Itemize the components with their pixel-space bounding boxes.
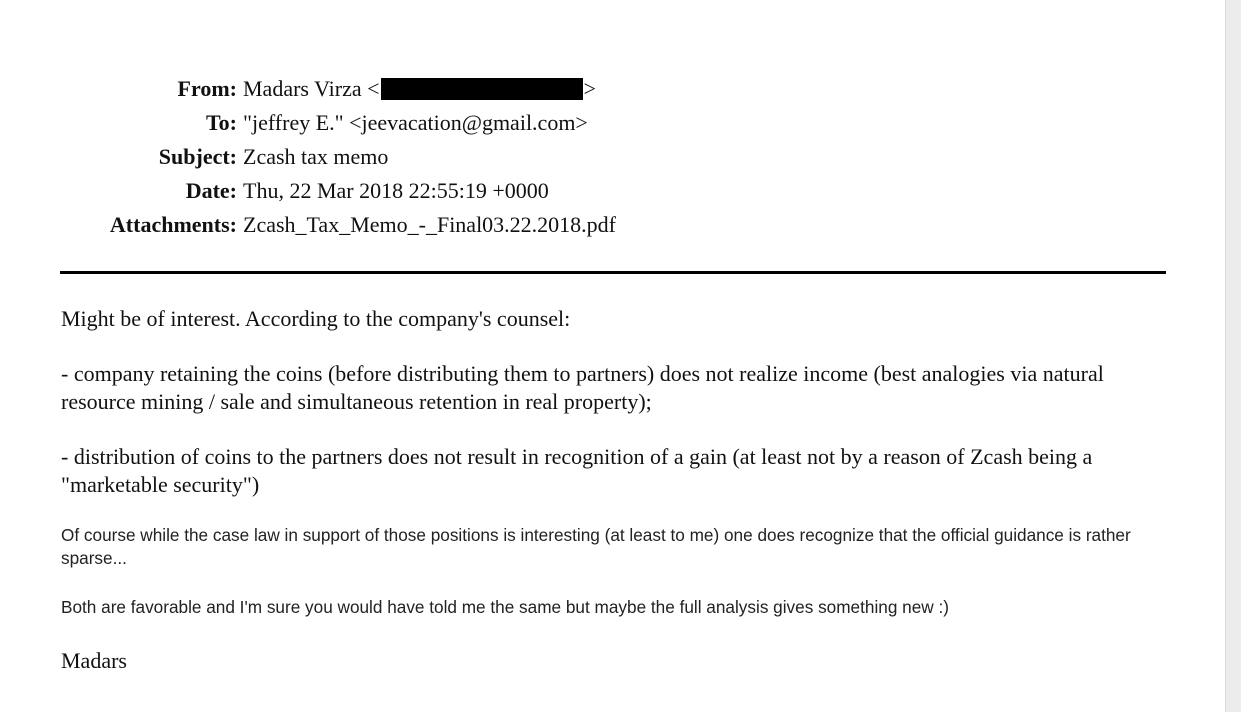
attachments-row [40, 208, 616, 242]
body-point-gain: - distribution of coins to the partners does not result in recognition of a gain (at least not by a reason of Zcash being a "marketable security") [61, 444, 1093, 497]
date-label: Date: [185, 178, 237, 203]
date-value: Thu, 22 Mar 2018 22:55:19 +0000 [243, 178, 549, 203]
email-body [61, 305, 1171, 675]
from-row [40, 72, 616, 106]
email-header [40, 72, 616, 242]
signature: Madars [61, 648, 127, 673]
page-edge-strip [1225, 0, 1241, 712]
redaction-bar [381, 78, 583, 100]
subject-label: Subject: [158, 144, 237, 169]
date-row [40, 174, 616, 208]
from-value [243, 72, 616, 106]
subject-value: Zcash tax memo [243, 144, 389, 169]
to-value: "jeffrey E." <jeevacation@gmail.com> [243, 110, 588, 135]
body-favorable: Both are favorable and I'm sure you would have told me the same but maybe the full analysis gives something new :) [61, 597, 949, 617]
from-close: > [583, 76, 596, 101]
body-case-law: Of course while the case law in support of those positions is interesting (at least to me) one does recognize that the official guidance is rather sparse... [61, 525, 1131, 568]
body-point-income: - company retaining the coins (before distributing them to partners) does not realize income (best analogies via natural resource mining / sale and simultaneous retention in real property); [61, 361, 1104, 414]
attachments-label: Attachments: [109, 212, 237, 237]
subject-row [40, 140, 616, 174]
header-divider [60, 271, 1166, 274]
to-label: To: [206, 110, 237, 135]
body-intro: Might be of interest. According to the company's counsel: [61, 306, 571, 331]
from-label: From: [177, 76, 237, 101]
attachment-link[interactable]: Zcash_Tax_Memo_-_Final03.22.2018.pdf [243, 212, 617, 237]
from-name: Madars Virza < [243, 76, 380, 101]
to-row [40, 106, 616, 140]
